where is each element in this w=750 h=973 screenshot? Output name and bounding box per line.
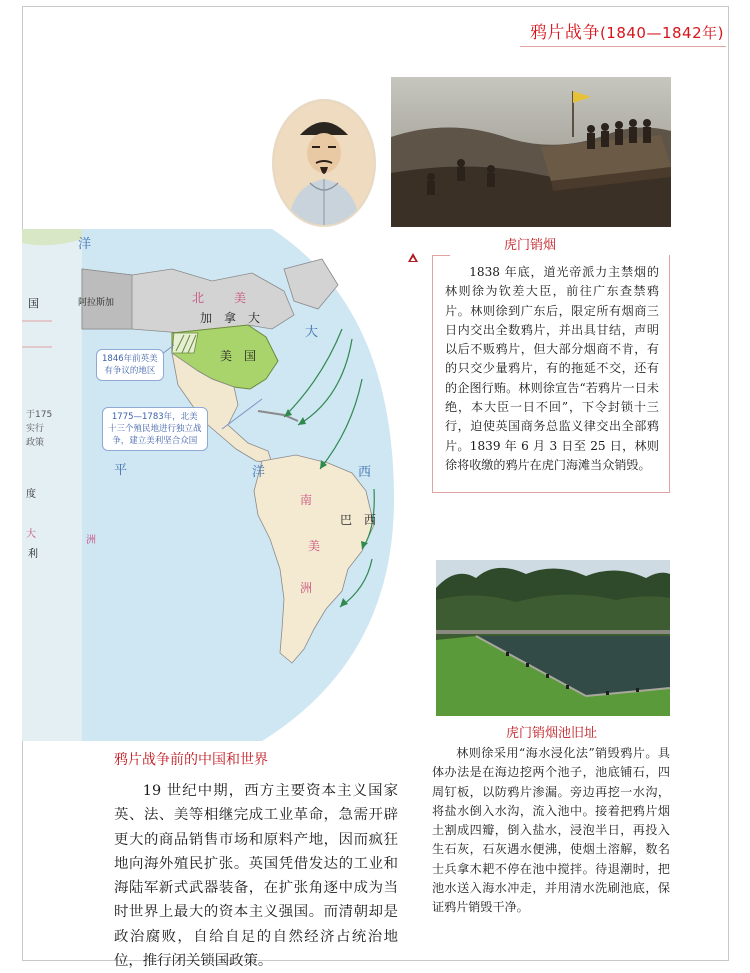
map-label-pacific: 平 — [114, 463, 128, 478]
header-rule — [520, 46, 726, 47]
map-label-canada: 加 拿 大 — [200, 311, 261, 325]
map-edge-text-4: 度 — [26, 489, 36, 500]
map-edge-text-1: 于175 — [26, 410, 53, 420]
map-callout-1775: 1775—1783年，北美 十三个殖民地进行独立战 争，建立美利坚合众国 — [102, 407, 208, 451]
destruction-method-body: 林则徐采用“海水浸化法”销毁鸦片。具体办法是在海边挖两个池子，池底铺石，四周钉板，以防鸦片渗漏。旁边再挖一水沟，将盐水倒入水沟，流入池中。接着把鸦片烟土割成四瓣，倒入盐水，浸泡半日，再投入生石灰，石灰遇水便沸，使烟土溶解，数名士兵拿木耙不停在池中搅拌。待退潮时，把池水送入海水冲走，并用清水洗刷池底，保证鸦片销毁干净。 — [432, 746, 670, 915]
section-body — [114, 779, 398, 973]
map-label-south-america-2: 美 — [308, 539, 321, 553]
destruction-method-text — [432, 744, 670, 918]
map-edge-text-7: 洲 — [86, 535, 96, 546]
map-edge-text-6: 利 — [28, 549, 38, 560]
map-label-south-america-3: 洲 — [300, 581, 313, 595]
map-label-usa: 美 国 — [220, 349, 257, 363]
map-label-ocean-right: 大 — [305, 325, 319, 340]
map-label-brazil: 巴 西 — [340, 513, 377, 527]
page-header-years: (1840—1842年) — [599, 24, 724, 42]
story-text: 1838 年底，道光帝派力主禁烟的林则徐为钦差大臣，前往广东查禁鸦片。林则徐到广东后，限定所有烟商三日内交出全数鸦片，并出具甘结，声明以后不贩鸦片，但大部分烟商不肯，有的只交少量鸦片，有的拖延不交，还有的企图行贿。林则徐宣告“若鸦片一日未绝，本大臣一日不回”，下令封锁十三行，迫使英国商务总监义律交出全部鸦片。1839 年 6 月 3 日至 25 日，林则徐将收缴的鸦片在虎门海滩当众销毁。 — [445, 265, 659, 472]
section-title: 鸦片战争前的中国和世界 — [114, 752, 268, 768]
section-body-text: 19 世纪中期，西方主要资本主义国家英、法、美等相继完成工业革命，急需开辟更大的商品销售市场和原料产地，因而疯狂地向海外殖民扩张。英国凭借发达的工业和海陆军新式武器装备，在扩张角逐中成为当时世界上最大的资本主义强国。而清朝却是政治腐败，自给自足的自然经济占统治地位，推行闭关锁国政策。 — [114, 783, 398, 970]
humen-painting — [391, 77, 671, 227]
painting-caption: 虎门销烟 — [504, 238, 557, 253]
pond-caption: 虎门销烟池旧址 — [506, 726, 598, 741]
map-label-north-america-1: 北 — [192, 291, 205, 305]
story-box — [432, 255, 670, 493]
map-label-ocean-south: 西 — [358, 465, 372, 480]
map-label-south-america-1: 南 — [300, 493, 313, 507]
map-edge-text-5: 大 — [26, 529, 36, 540]
map-label-ocean-left: 洋 — [78, 237, 92, 252]
lin-zexu-portrait — [272, 99, 376, 227]
page-header-title: 鸦片战争 — [529, 23, 600, 43]
map-edge-text-2: 实行 — [26, 424, 45, 434]
humen-pond-photo — [436, 560, 670, 716]
map-edge-text-3: 政策 — [26, 438, 45, 448]
world-map — [22, 229, 394, 741]
map-label-guo: 国 — [28, 297, 39, 310]
map-label-ocean-yang2: 洋 — [252, 465, 266, 480]
triangle-marker-icon — [407, 252, 419, 264]
map-label-alaska: 阿拉斯加 — [78, 298, 115, 308]
map-callout-1846: 1846年前英美 有争议的地区 — [96, 349, 164, 381]
page-header — [530, 18, 724, 43]
map-label-north-america-2: 美 — [234, 291, 247, 305]
